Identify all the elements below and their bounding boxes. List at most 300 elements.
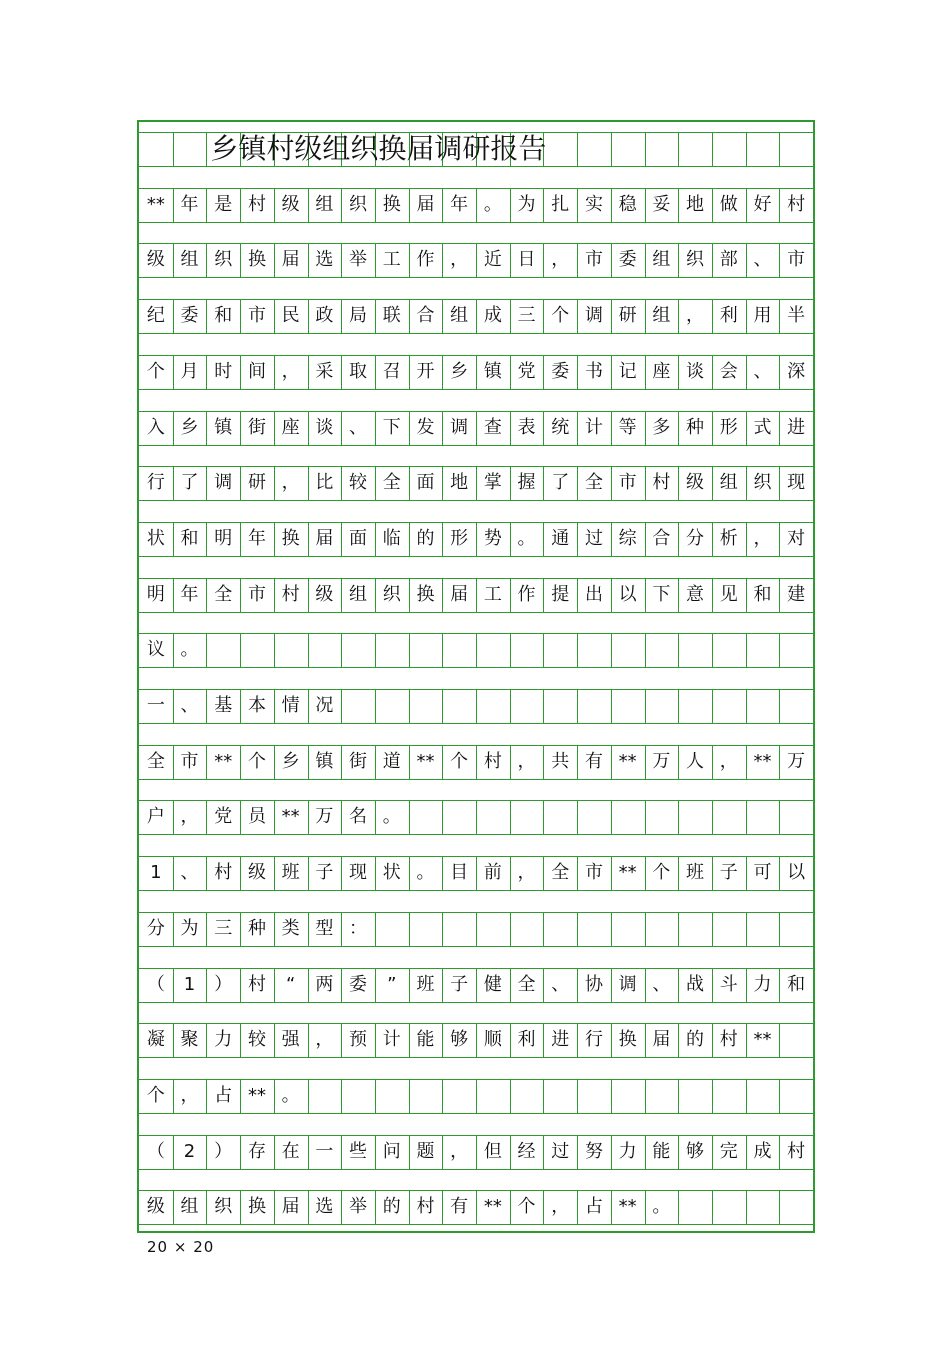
grid-character: 下	[382, 416, 401, 438]
grid-character: 题	[416, 1140, 435, 1162]
grid-character: 乡	[450, 360, 469, 382]
grid-character: 出	[584, 583, 603, 605]
grid-line	[173, 132, 174, 166]
grid-character: 和	[787, 973, 806, 995]
grid-character: 面	[416, 472, 435, 494]
grid-character: 调	[214, 472, 233, 494]
grid-character: 、	[180, 695, 199, 716]
grid-character: 占	[214, 1084, 233, 1106]
grid-character: 万	[652, 750, 671, 772]
grid-character: 个	[146, 360, 165, 382]
grid-line	[139, 445, 813, 446]
grid-character: 成	[483, 305, 502, 327]
grid-character: 能	[416, 1029, 435, 1051]
grid-character: 举	[349, 1196, 368, 1218]
grid-character: 换	[618, 1029, 637, 1051]
grid-character: **	[618, 750, 637, 772]
grid-character: 。	[180, 639, 199, 661]
grid-character: 子	[315, 862, 334, 884]
grid-character: 力	[618, 1140, 637, 1162]
grid-character: 些	[349, 1140, 368, 1162]
grid-character: 班	[281, 862, 300, 884]
grid-character: 是	[214, 193, 233, 215]
grid-character: 班	[686, 862, 705, 884]
grid-character: 统	[551, 416, 570, 438]
grid-character: 村	[719, 1029, 738, 1051]
grid-character: 组	[652, 249, 671, 271]
grid-character: 织	[382, 583, 401, 605]
grid-character: 够	[450, 1029, 469, 1051]
text-row	[139, 1023, 813, 1057]
grid-character: 、	[180, 862, 199, 884]
grid-character: 议	[146, 639, 165, 661]
grid-character: 选	[315, 1196, 334, 1218]
grid-character: 强	[281, 1029, 300, 1051]
grid-character: 全	[551, 862, 570, 884]
grid-character: 部	[719, 249, 738, 271]
grid-character: 市	[618, 472, 637, 494]
grid-character: ，	[753, 527, 772, 549]
grid-character: 级	[146, 249, 165, 271]
grid-character: 2	[183, 1140, 196, 1162]
grid-character: 村	[652, 472, 671, 494]
grid-character: 了	[551, 472, 570, 494]
grid-line	[779, 132, 780, 166]
grid-character: 组	[180, 249, 199, 271]
text-row	[139, 689, 813, 723]
grid-character: 握	[517, 472, 536, 494]
grid-character: 有	[584, 750, 603, 772]
grid-character: ，	[180, 1084, 199, 1106]
grid-character: 了	[180, 472, 199, 494]
grid-character: 成	[753, 1140, 772, 1162]
grid-line	[139, 612, 813, 613]
grid-character: 和	[214, 305, 233, 327]
grid-character: 情	[281, 695, 300, 716]
grid-character: 市	[247, 305, 266, 327]
grid-character: 的	[416, 527, 435, 549]
grid-character: 完	[719, 1140, 738, 1162]
page-title: 乡镇村级组织换届调研报告	[210, 132, 547, 165]
grid-character: （	[146, 1140, 165, 1162]
grid-character: 座	[281, 416, 300, 438]
grid-character: 时	[214, 360, 233, 382]
grid-character: 、	[349, 416, 368, 438]
grid-character: 和	[753, 583, 772, 605]
grid-character: 形	[719, 416, 738, 438]
grid-character: 开	[416, 360, 435, 382]
grid-character: 临	[382, 527, 401, 549]
grid-character: 现	[787, 472, 806, 494]
grid-line	[139, 834, 813, 835]
grid-character: 市	[180, 750, 199, 772]
grid-character: 够	[686, 1140, 705, 1162]
grid-character: 乡	[180, 416, 199, 438]
grid-character: 计	[382, 1029, 401, 1051]
grid-character: 委	[618, 249, 637, 271]
grid-character: 提	[551, 583, 570, 605]
grid-character: 织	[214, 1196, 233, 1218]
grid-character: 工	[483, 583, 502, 605]
grid-character: 座	[652, 360, 671, 382]
grid-character: 用	[753, 305, 772, 327]
grid-character: 镇	[483, 360, 502, 382]
grid-character: 利	[719, 305, 738, 327]
grid-size-label: 20 × 20	[147, 1238, 215, 1256]
grid-character: 的	[382, 1196, 401, 1218]
grid-character: 多	[652, 416, 671, 438]
grid-line	[139, 1002, 813, 1003]
grid-character: 届	[416, 193, 435, 215]
grid-character: 。	[382, 806, 401, 828]
grid-character: 地	[686, 193, 705, 215]
grid-character: 个	[247, 750, 266, 772]
grid-character: 合	[416, 305, 435, 327]
grid-character: 本	[247, 695, 266, 716]
grid-character: 通	[551, 527, 570, 549]
grid-character: 进	[787, 416, 806, 438]
grid-character: 分	[686, 527, 705, 549]
grid-character: ，	[450, 1140, 469, 1162]
grid-character: 名	[349, 806, 368, 828]
grid-character: 以	[787, 862, 806, 884]
manuscript-grid	[137, 120, 815, 1233]
grid-character: 组	[450, 305, 469, 327]
grid-character: 市	[787, 249, 806, 271]
grid-character: 选	[315, 249, 334, 271]
grid-character: 但	[483, 1140, 502, 1162]
grid-character: 村	[787, 193, 806, 215]
grid-character: **	[146, 193, 165, 215]
grid-character: 组	[180, 1196, 199, 1218]
grid-character: 织	[214, 249, 233, 271]
grid-character: 举	[349, 249, 368, 271]
grid-character: 健	[483, 973, 502, 995]
grid-character: 近	[483, 249, 502, 271]
grid-character: 有	[450, 1196, 469, 1218]
grid-character: 分	[146, 917, 165, 939]
text-row	[139, 355, 813, 389]
grid-character: 类	[281, 917, 300, 939]
grid-character: **	[483, 1196, 502, 1218]
grid-character: 妥	[652, 193, 671, 215]
grid-line	[746, 132, 747, 166]
grid-line	[139, 1113, 813, 1114]
grid-character: 子	[719, 862, 738, 884]
grid-character: 、	[551, 973, 570, 995]
grid-character: **	[753, 1029, 772, 1051]
grid-character: 委	[349, 973, 368, 995]
grid-character: 届	[281, 1196, 300, 1218]
grid-character: 全	[214, 583, 233, 605]
grid-character: 作	[517, 583, 536, 605]
grid-character: 努	[584, 1140, 603, 1162]
grid-character: 前	[483, 862, 502, 884]
grid-character: 万	[787, 750, 806, 772]
grid-character: 实	[584, 193, 603, 215]
grid-character: 掌	[483, 472, 502, 494]
grid-line	[139, 890, 813, 891]
grid-character: 行	[146, 472, 165, 494]
grid-character: 人	[686, 750, 705, 772]
grid-character: 基	[214, 695, 233, 716]
grid-character: 式	[753, 416, 772, 438]
grid-line	[139, 556, 813, 557]
grid-character: 的	[686, 1029, 705, 1051]
text-row	[139, 411, 813, 445]
grid-character: 调	[450, 416, 469, 438]
grid-character: 面	[349, 527, 368, 549]
text-row	[139, 633, 813, 667]
grid-character: 。	[281, 1084, 300, 1106]
grid-character: 年	[247, 527, 266, 549]
grid-line	[139, 1169, 813, 1170]
grid-character: ，	[719, 750, 738, 772]
grid-character: 深	[787, 360, 806, 382]
grid-character: 街	[247, 416, 266, 438]
grid-character: 纪	[146, 305, 165, 327]
grid-character: 届	[652, 1029, 671, 1051]
grid-line	[139, 166, 813, 167]
text-row	[139, 299, 813, 333]
grid-character: 全	[146, 750, 165, 772]
grid-character: **	[214, 750, 233, 772]
text-row	[139, 800, 813, 834]
grid-character: 比	[315, 472, 334, 494]
grid-character: 全	[584, 472, 603, 494]
grid-character: 村	[247, 193, 266, 215]
grid-character: ，	[180, 806, 199, 828]
grid-character: 年	[450, 193, 469, 215]
grid-character: 作	[416, 249, 435, 271]
grid-character: 村	[483, 750, 502, 772]
grid-character: 地	[450, 472, 469, 494]
grid-character: 镇	[214, 416, 233, 438]
grid-character: 可	[753, 862, 772, 884]
grid-character: 计	[584, 416, 603, 438]
grid-character: 日	[517, 249, 536, 271]
text-row	[139, 578, 813, 612]
grid-character: ，	[281, 360, 300, 382]
grid-character: 采	[315, 360, 334, 382]
grid-character: ）	[214, 973, 233, 995]
grid-character: 级	[247, 862, 266, 884]
grid-character: 较	[247, 1029, 266, 1051]
grid-line	[139, 779, 813, 780]
grid-character: 届	[281, 249, 300, 271]
grid-character: 个	[517, 1196, 536, 1218]
grid-character: 个	[146, 1084, 165, 1106]
grid-character: 合	[652, 527, 671, 549]
grid-character: 个	[551, 305, 570, 327]
grid-character: 户	[146, 806, 165, 828]
grid-character: ，	[517, 862, 536, 884]
grid-character: 做	[719, 193, 738, 215]
grid-character: ）	[214, 1140, 233, 1162]
grid-character: 书	[584, 360, 603, 382]
grid-character: 村	[214, 862, 233, 884]
grid-character: 共	[551, 750, 570, 772]
grid-character: 级	[146, 1196, 165, 1218]
grid-character: 利	[517, 1029, 536, 1051]
grid-character: 建	[787, 583, 806, 605]
grid-character: 势	[483, 527, 502, 549]
grid-character: 一	[146, 695, 165, 716]
grid-character: 过	[551, 1140, 570, 1162]
grid-character: 发	[416, 416, 435, 438]
grid-character: 全	[517, 973, 536, 995]
grid-character: ，	[551, 1196, 570, 1218]
grid-character: 村	[281, 583, 300, 605]
grid-character: 进	[551, 1029, 570, 1051]
grid-character: 综	[618, 527, 637, 549]
grid-character: 经	[517, 1140, 536, 1162]
grid-character: 组	[315, 193, 334, 215]
grid-character: 为	[517, 193, 536, 215]
grid-character: 政	[315, 305, 334, 327]
grid-character: 等	[618, 416, 637, 438]
grid-character: ，	[450, 249, 469, 271]
grid-character: 换	[247, 1196, 266, 1218]
grid-character: **	[416, 750, 435, 772]
grid-character: 力	[214, 1029, 233, 1051]
grid-character: 班	[416, 973, 435, 995]
grid-character: 谈	[315, 416, 334, 438]
grid-character: 、	[652, 973, 671, 995]
grid-character: 状	[382, 862, 401, 884]
grid-line	[139, 500, 813, 501]
grid-character: 镇	[315, 750, 334, 772]
grid-character: 聚	[180, 1029, 199, 1051]
grid-character: 战	[686, 973, 705, 995]
grid-character: 稳	[618, 193, 637, 215]
grid-character: 届	[315, 527, 334, 549]
grid-character: 间	[247, 360, 266, 382]
grid-character: 半	[787, 305, 806, 327]
grid-character: 委	[180, 305, 199, 327]
grid-character: 较	[349, 472, 368, 494]
grid-character: 织	[686, 249, 705, 271]
text-row	[139, 912, 813, 946]
grid-character: 道	[382, 750, 401, 772]
text-row	[139, 188, 813, 222]
grid-character: **	[618, 862, 637, 884]
grid-character: **	[247, 1084, 266, 1106]
grid-character: 街	[349, 750, 368, 772]
grid-character: 目	[450, 862, 469, 884]
grid-character: 。	[517, 527, 536, 549]
grid-character: 村	[787, 1140, 806, 1162]
grid-character: ”	[387, 973, 397, 995]
grid-character: ，	[517, 750, 536, 772]
grid-character: 状	[146, 527, 165, 549]
grid-character: 。	[483, 193, 502, 215]
grid-character: 组	[652, 305, 671, 327]
grid-character: ，	[686, 305, 705, 327]
grid-character: 下	[652, 583, 671, 605]
grid-character: 届	[450, 583, 469, 605]
grid-character: 、	[753, 249, 772, 271]
grid-character: **	[618, 1196, 637, 1218]
grid-character: 调	[584, 305, 603, 327]
grid-line	[139, 1224, 813, 1225]
grid-character: 扎	[551, 193, 570, 215]
grid-character: 过	[584, 527, 603, 549]
grid-line	[139, 723, 813, 724]
grid-character: ，	[315, 1029, 334, 1051]
text-row	[139, 1079, 813, 1113]
grid-character: 工	[382, 249, 401, 271]
grid-character: 年	[180, 583, 199, 605]
grid-character: 村	[416, 1196, 435, 1218]
grid-character: 明	[146, 583, 165, 605]
grid-character: 种	[686, 416, 705, 438]
grid-line	[139, 946, 813, 947]
grid-character: 形	[450, 527, 469, 549]
grid-character: 会	[719, 360, 738, 382]
grid-character: 年	[180, 193, 199, 215]
grid-line	[712, 132, 713, 166]
grid-character: 记	[618, 360, 637, 382]
grid-character: 斗	[719, 973, 738, 995]
grid-character: 级	[281, 193, 300, 215]
text-row	[139, 968, 813, 1002]
grid-line	[139, 389, 813, 390]
grid-character: （	[146, 973, 165, 995]
grid-character: 种	[247, 917, 266, 939]
grid-character: 顺	[483, 1029, 502, 1051]
text-row	[139, 1135, 813, 1169]
grid-line	[139, 1057, 813, 1058]
grid-character: 现	[349, 862, 368, 884]
grid-character: 力	[753, 973, 772, 995]
grid-character: 换	[247, 249, 266, 271]
grid-character: 取	[349, 360, 368, 382]
grid-character: 万	[315, 806, 334, 828]
grid-character: 换	[416, 583, 435, 605]
grid-character: 局	[349, 305, 368, 327]
grid-character: “	[285, 973, 296, 995]
grid-character: 委	[551, 360, 570, 382]
grid-character: 党	[517, 360, 536, 382]
grid-character: ，	[551, 249, 570, 271]
grid-character: 见	[719, 583, 738, 605]
grid-character: 村	[247, 973, 266, 995]
grid-character: 研	[247, 472, 266, 494]
grid-character: 组	[349, 583, 368, 605]
grid-character: 对	[787, 527, 806, 549]
grid-character: 为	[180, 917, 199, 939]
text-row	[139, 466, 813, 500]
grid-character: 占	[584, 1196, 603, 1218]
grid-character: 召	[382, 360, 401, 382]
grid-line	[139, 222, 813, 223]
grid-character: 行	[584, 1029, 603, 1051]
grid-character: 1	[183, 973, 196, 995]
grid-character: **	[753, 750, 772, 772]
grid-character: 凝	[146, 1029, 165, 1051]
grid-character: 协	[584, 973, 603, 995]
grid-character: 级	[686, 472, 705, 494]
text-row	[139, 856, 813, 890]
grid-character: 全	[382, 472, 401, 494]
grid-character: 意	[686, 583, 705, 605]
grid-character: 。	[652, 1196, 671, 1218]
grid-character: 市	[584, 862, 603, 884]
grid-character: 表	[517, 416, 536, 438]
grid-character: 谈	[686, 360, 705, 382]
grid-character: 织	[349, 193, 368, 215]
